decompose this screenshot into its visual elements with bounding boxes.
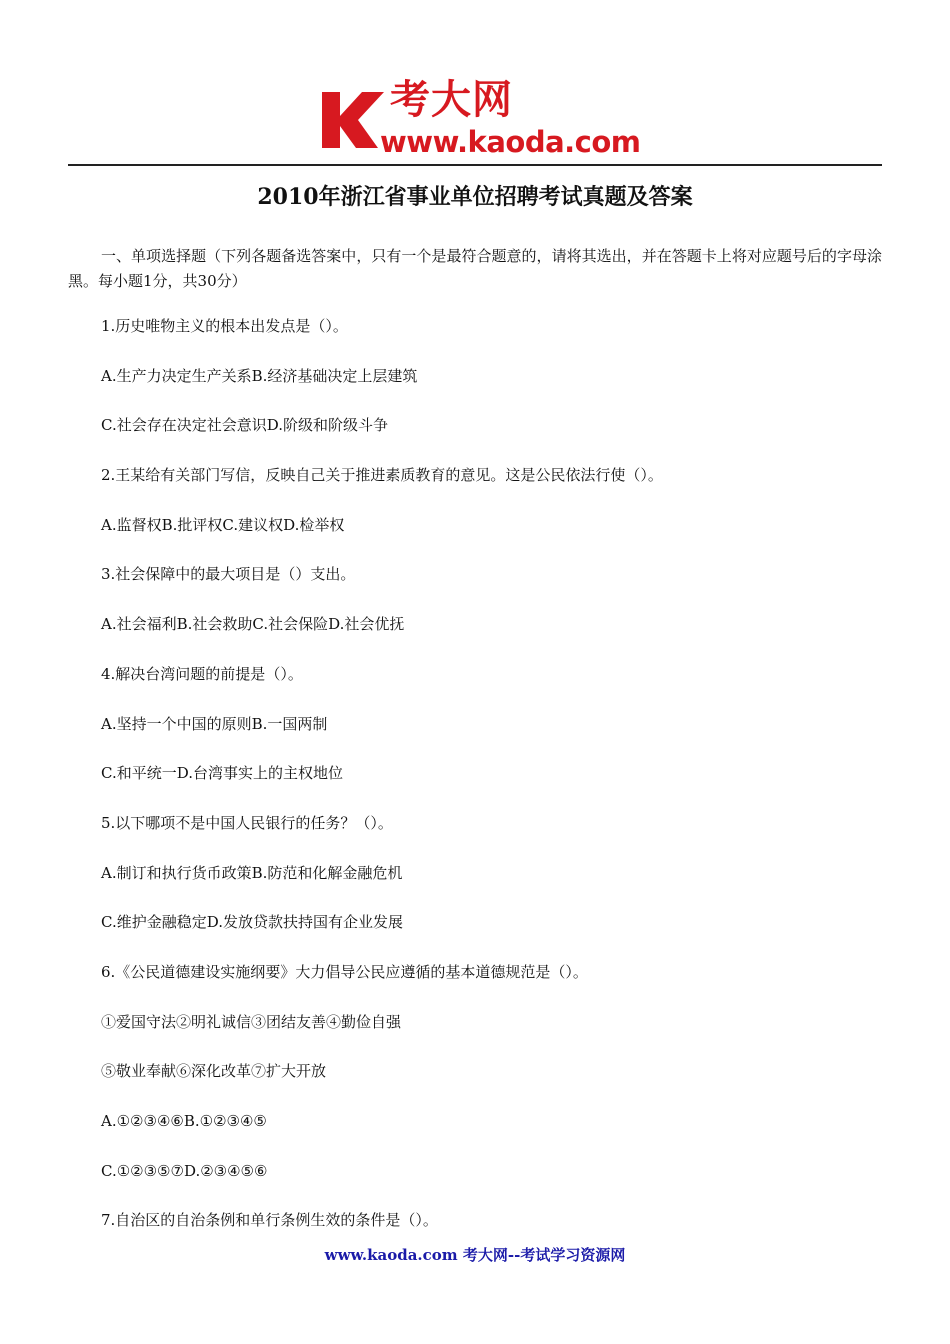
- kaoda-logo: [318, 76, 648, 160]
- option-line: A.社会福利B.社会救助C.社会保险D.社会优抚: [101, 615, 405, 634]
- option-line: A.制订和执行货币政策B.防范和化解金融危机: [101, 863, 403, 882]
- option-line: C.维护金融稳定D.发放贷款扶持国有企业发展: [101, 913, 403, 932]
- page-title: 2010年浙江省事业单位招聘考试真题及答案: [257, 184, 693, 210]
- question-line: 7.自治区的自治条例和单行条例生效的条件是（）。: [101, 1211, 438, 1230]
- header-rule: [68, 164, 882, 166]
- item-line: ①爱国守法②明礼诚信③团结友善④勤俭自强: [101, 1012, 402, 1031]
- question-line: 1.历史唯物主义的根本出发点是（）。: [101, 317, 348, 335]
- question-line: 3.社会保障中的最大项目是（）支出。: [101, 565, 356, 584]
- question-line: 2.王某给有关部门写信，反映自己关于推进素质教育的意见。这是公民依法行使（）。: [101, 466, 663, 485]
- option-line: A.生产力决定生产关系B.经济基础决定上层建筑: [101, 366, 418, 385]
- option-line: C.①②③⑤⑦D.②③④⑤⑥: [101, 1161, 268, 1180]
- question-line: 6.《公民道德建设实施纲要》大力倡导公民应遵循的基本道德规范是（）。: [101, 962, 588, 981]
- option-line: A.监督权B.批评权C.建议权D.检举权: [101, 515, 345, 534]
- option-line: C.社会存在决定社会意识D.阶级和阶级斗争: [101, 416, 388, 435]
- logo-url: www.kaoda.com: [380, 125, 641, 159]
- question-line: 4.解决台湾问题的前提是（）。: [101, 664, 303, 683]
- item-line: ⑤敬业奉献⑥深化改革⑦扩大开放: [101, 1062, 327, 1081]
- section-intro: 一、单项选择题（下列各题备选答案中，只有一个是最符合题意的，请将其选出，并在答题卡上将对应题号后的字母涂黑。每小题1分，共30分）: [68, 247, 882, 290]
- footer-link[interactable]: www.kaoda.com 考大网--考试学习资源网: [324, 1246, 626, 1264]
- option-line: A.坚持一个中国的原则B.一国两制: [101, 714, 328, 733]
- option-line: A.①②③④⑥B.①②③④⑤: [101, 1112, 267, 1130]
- document-body: [68, 244, 882, 1258]
- question-line: 5.以下哪项不是中国人民银行的任务？（）。: [101, 813, 393, 832]
- option-line: C.和平统一D.台湾事实上的主权地位: [101, 764, 343, 783]
- logo-text: 考大网: [390, 77, 513, 123]
